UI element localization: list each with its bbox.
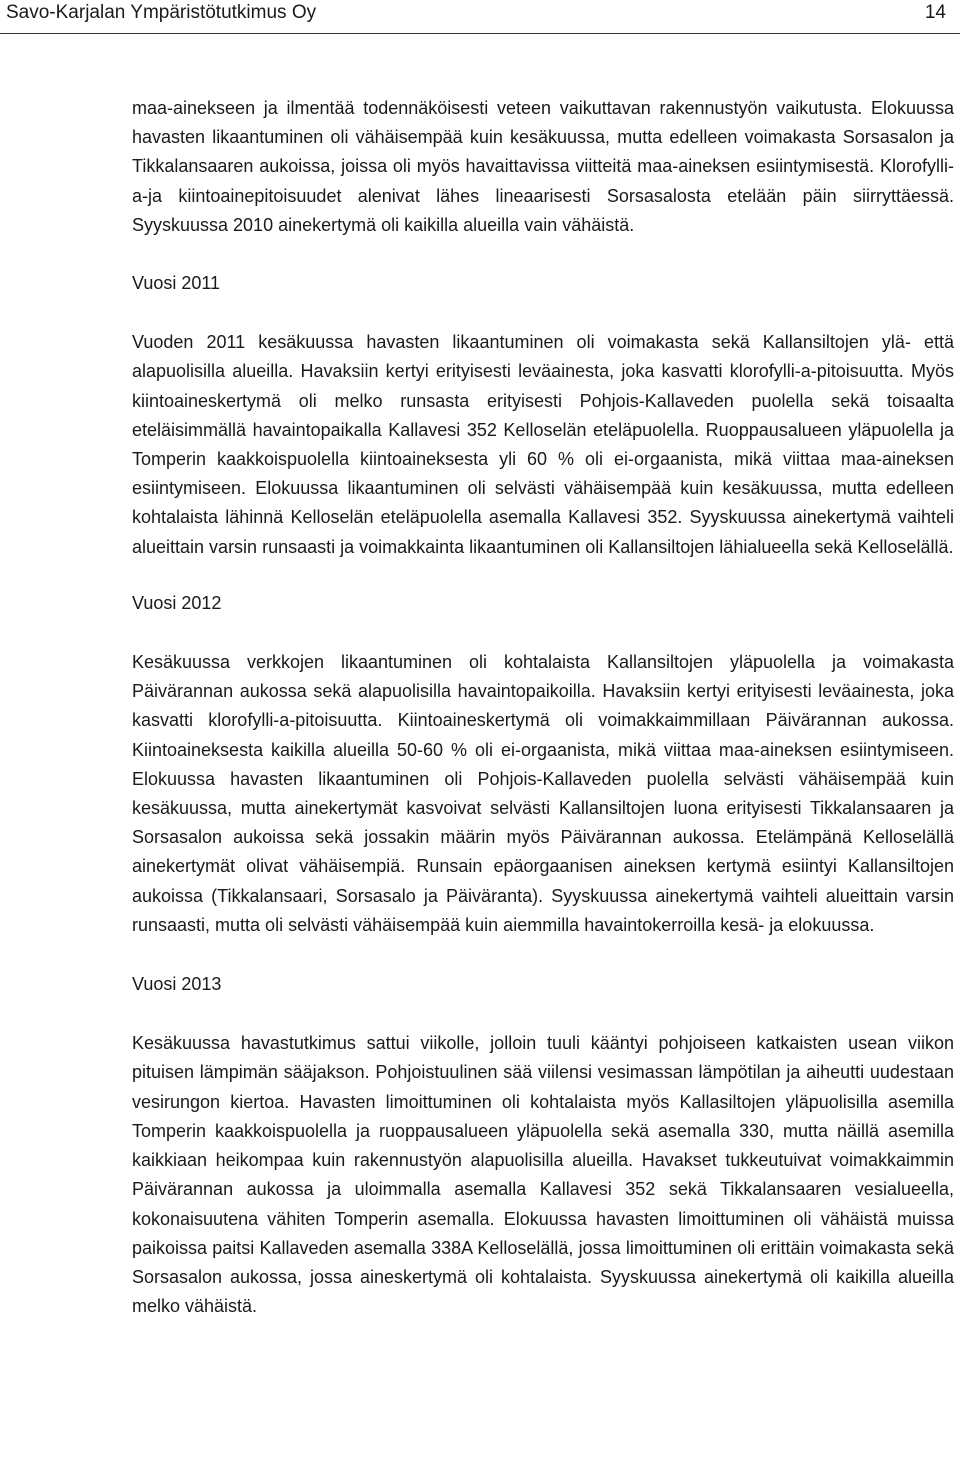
document-body — [132, 94, 954, 1321]
paragraph-2011: Vuoden 2011 kesäkuussa havasten likaantuminen oli voimakasta sekä Kallansiltojen ylä- että alapuolisilla alueilla. Havaksiin kertyi erityisesti leväainesta, joka kasvatti klorofylli-a-pitoisuutta. Myös kiintoaineskertymä oli melko runsasta erityisesti Pohjois-Kallaveden puolella sekä toisaalta eteläisimmällä havaintopaikalla Kallavesi 352 Kelloselän eteläpuolella. Ruoppausalueen yläpuolella ja Tomperin kaakkoispuolella kiintoaineksesta yli 60 % oli ei-orgaanista, mikä viittaa maa-aineksen esiintymiseen. Elokuussa likaantuminen oli selvästi vähäisempää kuin kesäkuussa, mutta edelleen kohtalaista lähinnä Kelloselän eteläpuolella asemalla Kallavesi 352. Syyskuussa ainekertymä vaihteli alueittain varsin runsaasti ja voimakkainta likaantuminen oli Kallansiltojen lähialueella sekä Kelloselällä. — [132, 332, 954, 557]
intro-paragraph: maa-ainekseen ja ilmentää todennäköisesti veteen vaikuttavan rakennustyön vaikutusta. Elokuussa havasten likaantuminen oli vähäisempää kuin kesäkuussa, mutta edelleen voimakasta Sorsasalon ja Tikkalansaaren aukoissa, joissa oli myös havaittavissa viitteitä maa-aineksen esiintymisestä. Klorofylli-a-ja kiintoainepitoisuudet alenivat lähes lineaarisesti Sorsasalosta etelään päin siirryttäessä. Syyskuussa 2010 ainekertymä oli kaikilla alueilla vain vähäistä. — [132, 98, 954, 235]
page-number: 14 — [924, 2, 946, 23]
section-heading-2011: Vuosi 2011 — [132, 273, 221, 294]
company-name: Savo-Karjalan Ympäristötutkimus Oy — [6, 2, 317, 23]
paragraph-2012: Kesäkuussa verkkojen likaantuminen oli kohtalaista Kallansiltojen yläpuolella ja voimakasta Päivärannan aukossa sekä alapuolisilla havaintopaikoilla. Havaksiin kertyi erityisesti leväainesta, joka kasvatti klorofylli-a-pitoisuutta. Kiintoaineskertymä oli voimakkaimmillaan Päivärannan aukossa. Kiintoaineksesta kaikilla alueilla 50-60 % oli ei-orgaanista, mikä viittaa maa-aineksen esiintymiseen. Elokuussa havasten likaantuminen oli Pohjois-Kallaveden puolella selvästi vähäisempää kuin kesäkuussa, mutta ainekertymät kasvoivat selvästi Kallansiltojen luona erityisesti Tikkalansaaren ja Sorsasalon aukoissa sekä jossakin määrin myös Päivärannan aukossa. Etelämpänä Kelloselällä ainekertymät olivat vähäisempiä. Runsain epäorgaanisen aineksen kertymä esiintyi Kallansiltojen aukoissa (Tikkalansaari, Sorsasalo ja Päiväranta). Syyskuussa ainekertymä vaihteli alueittain varsin runsaasti, mutta oli selvästi vähäisempää kuin aiemmilla havaintokerroilla kesä- ja elokuussa. — [132, 652, 954, 935]
header-divider — [0, 33, 960, 34]
paragraph-2013: Kesäkuussa havastutkimus sattui viikolle, jolloin tuuli kääntyi pohjoiseen katkaisten usean viikon pituisen lämpimän sääjakson. Pohjoistuulinen sää viilensi vesimassan lämpötilan ja aiheutti uudestaan vesirungon kiertoa. Havasten limoittuminen oli kohtalaista myös Kallasiltojen yläpuolisilla asemilla Tomperin kaakkoispuolella ja ruoppausalueen yläpuolella sekä asemalla 330, mutta näillä asemilla kaikkiaan heikompaa kuin rakennustyön alapuolisilla alueilla. Havakset tukkeutuivat voimakkaimmin Päivärannan aukossa ja uloimmalla asemalla Kallavesi 352 sekä Tikkalansaaren vesialueella, kokonaisuutena vähiten Tomperin asemalla. Elokuussa havasten limoittuminen oli vähäistä muissa paikoissa paitsi Kallaveden asemalla 338A Kelloselällä, jossa limoittuminen oli erittäin voimakasta sekä Sorsasalon aukossa, jossa aineskertymä oli kohtalaista. Syyskuussa ainekertymä oli kaikilla alueilla melko vähäistä. — [132, 1033, 954, 1317]
section-heading-2012: Vuosi 2012 — [132, 592, 222, 613]
page-header — [0, 0, 960, 40]
section-heading-2013: Vuosi 2013 — [132, 974, 222, 995]
